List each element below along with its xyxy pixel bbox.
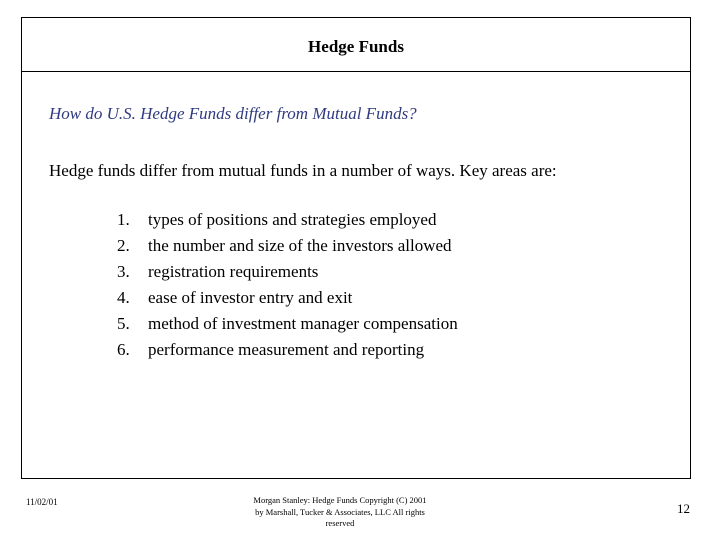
list-item: [117, 337, 458, 363]
footer-copyright-line: reserved: [325, 518, 355, 528]
list-item: [117, 233, 458, 259]
slide-title: Hedge Funds: [308, 37, 404, 56]
list-item: [117, 259, 458, 285]
title-divider: [22, 71, 690, 72]
intro-text: Hedge funds differ from mutual funds in a number of ways. Key areas are:: [49, 161, 557, 180]
footer-copyright-line: by Marshall, Tucker & Associates, LLC All rights: [255, 506, 425, 517]
list-item-number: 5.: [117, 314, 130, 333]
list-item-text: the number and size of the investors allowed: [148, 236, 452, 255]
slide-subtitle: How do U.S. Hedge Funds differ from Mutual Funds?: [49, 104, 417, 123]
list-item: [117, 311, 458, 337]
list-item-number: 3.: [117, 262, 130, 281]
list-item-text: ease of investor entry and exit: [148, 288, 353, 307]
key-areas-list: [117, 207, 458, 363]
list-item-text: registration requirements: [148, 262, 319, 281]
list-item-number: 6.: [117, 340, 130, 359]
list-item-number: 1.: [117, 210, 130, 229]
list-item-text: types of positions and strategies employed: [148, 210, 437, 229]
footer-copyright-line: Morgan Stanley: Hedge Funds Copyright (C) 2001: [253, 495, 427, 505]
list-item-number: 2.: [117, 236, 130, 255]
footer-copyright: [225, 495, 455, 530]
list-item-number: 4.: [117, 288, 130, 307]
list-item: [117, 285, 458, 311]
list-item-text: method of investment manager compensation: [148, 314, 458, 333]
page-number: 12: [677, 501, 690, 516]
list-item-text: performance measurement and reporting: [148, 340, 425, 359]
slide-frame: [21, 17, 691, 479]
footer-date: 11/02/01: [26, 497, 58, 507]
list-item: [117, 207, 458, 233]
